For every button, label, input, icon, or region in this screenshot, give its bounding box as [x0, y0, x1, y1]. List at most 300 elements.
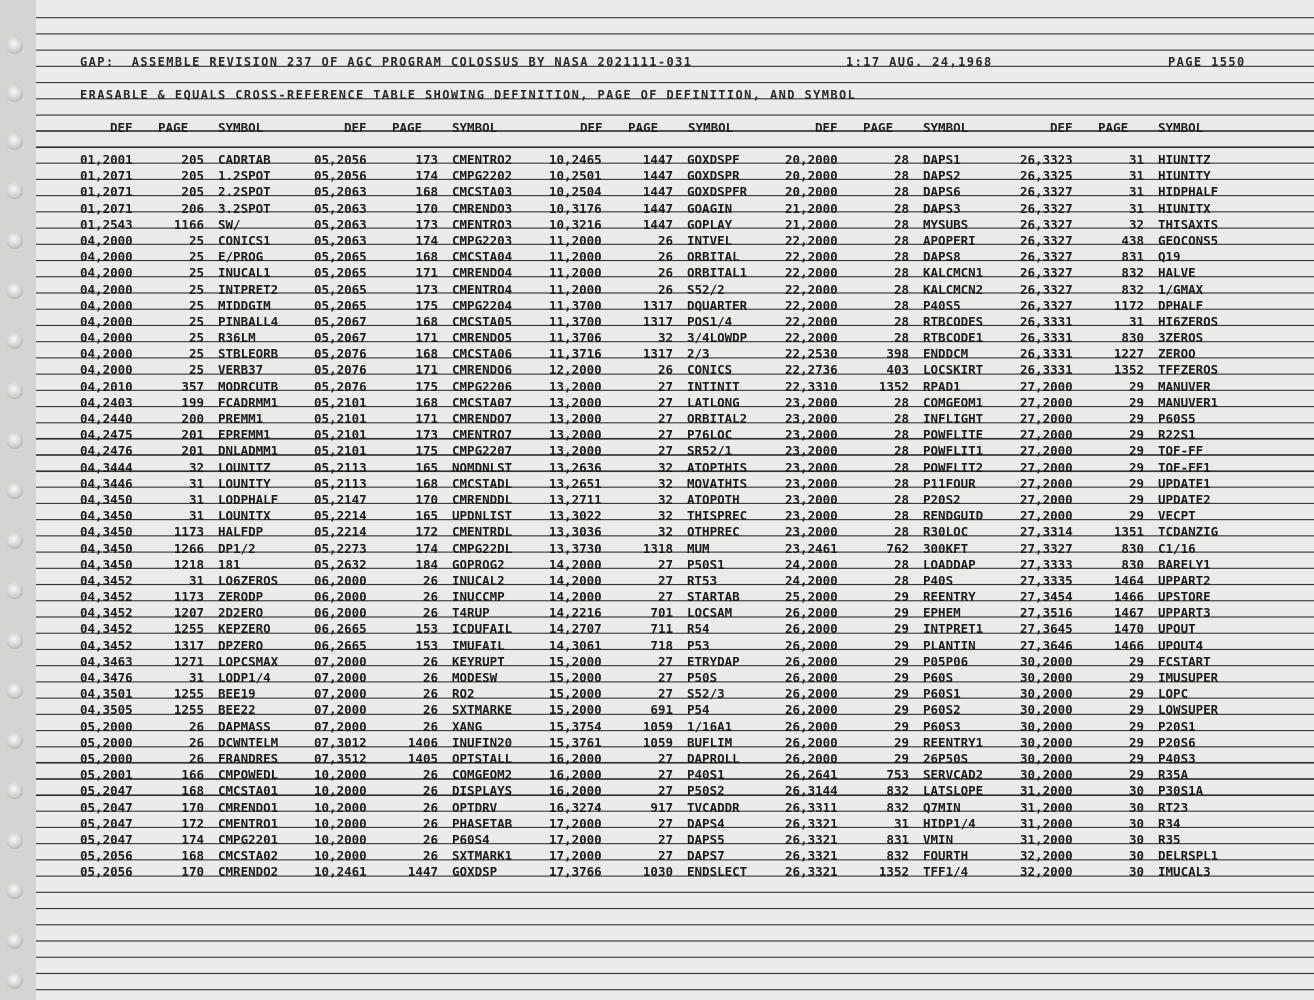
col-header-def: DEF — [580, 120, 603, 135]
def-value: 15,2000 — [549, 670, 602, 685]
symbol-name: INTINIT — [687, 378, 740, 394]
page-value: 153 — [415, 637, 438, 653]
symbol-name: EPHEM — [923, 605, 961, 621]
symbol-name: DAPS2 — [923, 168, 961, 184]
def-value: 22,2000 — [785, 265, 838, 281]
def-value: 01,2071 — [80, 168, 133, 184]
symbol-name: SR52/1 — [687, 443, 733, 459]
assembly-timestamp: 1:17 AUG. 24,1968 — [846, 55, 993, 69]
page-value: 27 — [657, 767, 673, 783]
symbol-name: ICDUFAIL — [452, 621, 513, 637]
page-value: 1447 — [642, 184, 673, 200]
def-value: 26,3327 — [1020, 232, 1073, 248]
def-value: 07,2000 — [314, 686, 367, 702]
def-value: 27,2000 — [1020, 459, 1073, 475]
page-value: 168 — [415, 184, 438, 200]
page-value: 832 — [886, 783, 909, 799]
def-value: 10,2461 — [314, 864, 367, 880]
table-title: ERASABLE & EQUALS CROSS-REFERENCE TABLE SHOWING DEFINITION, PAGE OF DEFINITION, AND SYMBOL — [80, 88, 857, 102]
symbol-name: HIUNITZ — [1158, 152, 1211, 167]
page-value: 200 — [181, 411, 204, 426]
def-value: 23,2000 — [785, 411, 838, 426]
symbol-name: POWFLITE — [923, 427, 984, 443]
symbol-name: LOUNITZ — [218, 459, 271, 475]
def-value: 04,3452 — [80, 637, 133, 653]
page-value: 32 — [657, 491, 673, 507]
def-value: 04,3444 — [80, 459, 133, 475]
def-value: 27,3516 — [1020, 605, 1073, 621]
def-value: 13,2651 — [549, 475, 602, 491]
symbol-name: TOF-FF — [1158, 443, 1204, 459]
symbol-name: FOURTH — [923, 848, 969, 864]
symbol-name: PHASETAB — [452, 815, 513, 831]
assembly-title: GAP: ASSEMBLE REVISION 237 OF AGC PROGRAM COLOSSUS BY NASA 2021111-031 — [80, 55, 693, 69]
def-value: 25,2000 — [785, 589, 838, 605]
def-value: 05,2047 — [80, 831, 133, 847]
symbol-name: MYSUBS — [923, 216, 969, 232]
page-value: 28 — [893, 427, 909, 443]
symbol-name: MIDDGIM — [218, 297, 271, 313]
symbol-name: POWFLIT2 — [923, 459, 984, 475]
symbol-name: DPZERO — [218, 637, 264, 653]
page-value: 26 — [657, 265, 673, 281]
page-value: 26 — [422, 799, 438, 815]
symbol-name: P60S3 — [923, 718, 961, 734]
def-value: 22,2000 — [785, 232, 838, 248]
page-value: 29 — [1128, 670, 1144, 685]
def-value: 21,2000 — [785, 216, 838, 232]
symbol-name: 26P50S — [923, 750, 969, 766]
page-value: 28 — [893, 313, 909, 329]
def-value: 14,2707 — [549, 621, 602, 637]
def-value: 04,2010 — [80, 378, 133, 394]
page-value: 25 — [188, 265, 204, 281]
col-header-symbol: SYMBOL — [923, 120, 969, 135]
symbol-name: UPDNLIST — [452, 508, 513, 524]
page-value: 1317 — [642, 297, 673, 313]
def-value: 06,2000 — [314, 572, 367, 588]
page-value: 31 — [893, 815, 909, 831]
def-value: 23,2000 — [785, 443, 838, 459]
page-value: 1059 — [642, 734, 673, 750]
def-value: 10,2000 — [314, 799, 367, 815]
symbol-name: RTBCODE1 — [923, 330, 984, 346]
symbol-name: Q7MIN — [923, 799, 961, 815]
def-value: 05,2056 — [80, 848, 133, 864]
symbol-name: CMPG2207 — [452, 443, 513, 459]
def-value: 05,2000 — [80, 734, 133, 750]
page-value: 165 — [415, 508, 438, 524]
page-value: 168 — [415, 249, 438, 265]
page-value: 1406 — [407, 734, 438, 750]
def-value: 16,3274 — [549, 799, 602, 815]
symbol-name: P20S2 — [923, 491, 961, 507]
symbol-name: ENDSLECT — [687, 864, 748, 880]
def-value: 11,3700 — [549, 313, 602, 329]
page-value: 31 — [1128, 168, 1144, 184]
page-value: 27 — [657, 556, 673, 572]
page-value: 26 — [422, 605, 438, 621]
def-value: 26,2000 — [785, 670, 838, 685]
def-value: 04,2000 — [80, 362, 133, 378]
page-value: 205 — [181, 152, 204, 167]
symbol-name: REENTRY — [923, 589, 976, 605]
def-value: 05,2065 — [314, 249, 367, 265]
symbol-name: 1.2SPOT — [218, 168, 271, 184]
def-value: 13,2000 — [549, 411, 602, 426]
page-value: 28 — [893, 459, 909, 475]
def-value: 04,3450 — [80, 556, 133, 572]
def-value: 22,2530 — [785, 346, 838, 362]
symbol-name: GOAGIN — [687, 200, 733, 216]
def-value: 26,3331 — [1020, 330, 1073, 346]
def-value: 22,3310 — [785, 378, 838, 394]
page-value: 173 — [415, 427, 438, 443]
page-value: 27 — [657, 653, 673, 669]
page-value: 830 — [1121, 556, 1144, 572]
page-value: 30 — [1128, 799, 1144, 815]
page-value: 26 — [422, 589, 438, 605]
page-value: 29 — [893, 734, 909, 750]
def-value: 13,3022 — [549, 508, 602, 524]
symbol-name: CMCSTADL — [452, 475, 513, 491]
def-value: 26,2641 — [785, 767, 838, 783]
page-value: 28 — [893, 184, 909, 200]
def-value: 15,2000 — [549, 653, 602, 669]
page-value: 1447 — [642, 168, 673, 184]
def-value: 05,2076 — [314, 378, 367, 394]
page-value: 1466 — [1113, 589, 1144, 605]
symbol-name: INUCAL1 — [218, 265, 271, 281]
def-value: 04,3452 — [80, 621, 133, 637]
symbol-name: TOF-FF1 — [1158, 459, 1211, 475]
symbol-name: INUCCMP — [452, 589, 505, 605]
page-value: 26 — [422, 815, 438, 831]
def-value: 10,3216 — [549, 216, 602, 232]
def-value: 26,2000 — [785, 702, 838, 718]
symbol-name: DAPS6 — [923, 184, 961, 200]
def-value: 04,3450 — [80, 491, 133, 507]
page-value: 762 — [886, 540, 909, 556]
def-value: 04,2440 — [80, 411, 133, 426]
symbol-name: APOPERI — [923, 232, 976, 248]
symbol-name: IMUFAIL — [452, 637, 505, 653]
def-value: 27,2000 — [1020, 394, 1073, 410]
page-value: 173 — [415, 216, 438, 232]
def-value: 23,2000 — [785, 427, 838, 443]
def-value: 26,3321 — [785, 864, 838, 880]
symbol-name: SW/ — [218, 216, 241, 232]
symbol-name: INUCAL2 — [452, 572, 505, 588]
page-value: 26 — [188, 750, 204, 766]
symbol-name: R34 — [1158, 815, 1181, 831]
def-value: 05,2063 — [314, 216, 367, 232]
def-value: 11,3706 — [549, 330, 602, 346]
symbol-name: INFLIGHT — [923, 411, 984, 426]
page-value: 438 — [1121, 232, 1144, 248]
def-value: 11,2000 — [549, 281, 602, 297]
page-value: 27 — [657, 848, 673, 864]
page-value: 28 — [893, 200, 909, 216]
symbol-name: 3.2SPOT — [218, 200, 271, 216]
page-value: 28 — [893, 249, 909, 265]
def-value: 30,2000 — [1020, 767, 1073, 783]
page-value: 26 — [422, 686, 438, 702]
page-value: 29 — [893, 718, 909, 734]
page-value: 1172 — [1113, 297, 1144, 313]
page-value: 28 — [893, 232, 909, 248]
symbol-name: CMCSTA05 — [452, 313, 513, 329]
page-value: 174 — [181, 831, 204, 847]
def-value: 26,3144 — [785, 783, 838, 799]
page-value: 171 — [415, 362, 438, 378]
def-value: 05,2076 — [314, 362, 367, 378]
symbol-name: MOVATHIS — [687, 475, 748, 491]
symbol-name: CMRENDO2 — [218, 864, 279, 880]
def-value: 22,2000 — [785, 249, 838, 265]
page-value: 832 — [1121, 265, 1144, 281]
col-header-def: DEF — [1050, 120, 1073, 135]
page-value: 1266 — [173, 540, 204, 556]
def-value: 31,2000 — [1020, 799, 1073, 815]
page-value: 31 — [1128, 313, 1144, 329]
symbol-name: KALCMCN2 — [923, 281, 984, 297]
symbol-name: UPDATE2 — [1158, 491, 1211, 507]
def-value: 26,3321 — [785, 815, 838, 831]
def-value: 22,2000 — [785, 297, 838, 313]
symbol-name: GOXDSPR — [687, 168, 740, 184]
symbol-name: ORBITAL — [687, 249, 740, 265]
page-value: 32 — [657, 330, 673, 346]
page-value: 28 — [893, 508, 909, 524]
page-value: 832 — [886, 848, 909, 864]
symbol-name: CMENTRO2 — [452, 152, 513, 167]
def-value: 04,2000 — [80, 313, 133, 329]
def-value: 05,2214 — [314, 524, 367, 540]
page-value: 170 — [181, 799, 204, 815]
page-value: 1464 — [1113, 572, 1144, 588]
def-value: 23,2000 — [785, 459, 838, 475]
def-value: 27,2000 — [1020, 508, 1073, 524]
symbol-name: CMRENDO1 — [218, 799, 279, 815]
page-value: 32 — [657, 459, 673, 475]
page-value: 26 — [422, 572, 438, 588]
def-value: 15,3761 — [549, 734, 602, 750]
def-value: 30,2000 — [1020, 670, 1073, 685]
symbol-name: BARELY1 — [1158, 556, 1211, 572]
symbol-name: OPTSTALL — [452, 750, 513, 766]
def-value: 27,2000 — [1020, 378, 1073, 394]
def-value: 04,3452 — [80, 589, 133, 605]
def-value: 14,2000 — [549, 589, 602, 605]
symbol-name: 181 — [218, 556, 241, 572]
def-value: 06,2000 — [314, 605, 367, 621]
def-value: 07,2000 — [314, 653, 367, 669]
def-value: 27,2000 — [1020, 411, 1073, 426]
symbol-name: CMENTRO4 — [452, 281, 513, 297]
symbol-name: DAPS7 — [687, 848, 725, 864]
symbol-name: CONICS — [687, 362, 733, 378]
page-value: 29 — [1128, 491, 1144, 507]
def-value: 26,3325 — [1020, 168, 1073, 184]
page-value: 168 — [415, 313, 438, 329]
symbol-name: BUFLIM — [687, 734, 733, 750]
page-value: 29 — [1128, 702, 1144, 718]
page-value: 27 — [657, 378, 673, 394]
page-value: 31 — [188, 475, 204, 491]
def-value: 23,2000 — [785, 508, 838, 524]
symbol-name: THISPREC — [687, 508, 748, 524]
symbol-name: HIUNITY — [1158, 168, 1211, 184]
def-value: 31,2000 — [1020, 815, 1073, 831]
symbol-name: INTPRET2 — [218, 281, 279, 297]
def-value: 27,3333 — [1020, 556, 1073, 572]
page-value: 1447 — [642, 152, 673, 167]
col-header-page: PAGE — [1098, 120, 1129, 135]
page-value: 199 — [181, 394, 204, 410]
page-value: 165 — [415, 459, 438, 475]
def-value: 10,2000 — [314, 848, 367, 864]
page-value: 25 — [188, 346, 204, 362]
symbol-name: MUM — [687, 540, 710, 556]
symbol-name: 2.2SPOT — [218, 184, 271, 200]
page-value: 31 — [1128, 184, 1144, 200]
def-value: 05,2113 — [314, 459, 367, 475]
page-value: 27 — [657, 411, 673, 426]
symbol-name: LOCSAM — [687, 605, 733, 621]
symbol-name: HIDPHALF — [1158, 184, 1219, 200]
def-value: 26,2000 — [785, 734, 838, 750]
symbol-name: SERVCAD2 — [923, 767, 984, 783]
page-value: 28 — [893, 297, 909, 313]
symbol-name: UPOUT — [1158, 621, 1196, 637]
page-value: 1255 — [173, 686, 204, 702]
symbol-name: COMGEOM2 — [452, 767, 513, 783]
page-value: 29 — [1128, 411, 1144, 426]
def-value: 14,2000 — [549, 556, 602, 572]
page-value: 1173 — [173, 589, 204, 605]
page-value: 831 — [1121, 249, 1144, 265]
symbol-name: DAPROLL — [687, 750, 740, 766]
symbol-name: KEPZERO — [218, 621, 271, 637]
symbol-name: TVCADDR — [687, 799, 740, 815]
page-value: 29 — [893, 670, 909, 685]
def-value: 26,2000 — [785, 686, 838, 702]
def-value: 05,2147 — [314, 491, 367, 507]
def-value: 04,2000 — [80, 232, 133, 248]
def-value: 04,2475 — [80, 427, 133, 443]
page-value: 184 — [415, 556, 438, 572]
symbol-name: LODPHALF — [218, 491, 279, 507]
def-value: 05,2063 — [314, 232, 367, 248]
def-value: 26,3327 — [1020, 249, 1073, 265]
symbol-name: GEOCONS5 — [1158, 232, 1219, 248]
page-value: 25 — [188, 297, 204, 313]
page-value: 173 — [415, 152, 438, 167]
symbol-name: XANG — [452, 718, 483, 734]
page-value: 28 — [893, 281, 909, 297]
symbol-name: P40S1 — [687, 767, 725, 783]
col-header-symbol: SYMBOL — [218, 120, 264, 135]
def-value: 07,2000 — [314, 718, 367, 734]
symbol-name: THISAXIS — [1158, 216, 1219, 232]
symbol-name: P60S5 — [1158, 411, 1196, 426]
page-value: 25 — [188, 362, 204, 378]
page-value: 1030 — [642, 864, 673, 880]
symbol-name: ORBITAL1 — [687, 265, 748, 281]
page-value: 31 — [1128, 152, 1144, 167]
page-value: 1470 — [1113, 621, 1144, 637]
symbol-name: P40S5 — [923, 297, 961, 313]
page-value: 29 — [1128, 750, 1144, 766]
def-value: 04,2000 — [80, 297, 133, 313]
page-value: 31 — [188, 508, 204, 524]
page-value: 1317 — [173, 637, 204, 653]
symbol-name: 3ZEROS — [1158, 330, 1204, 346]
page-value: 174 — [415, 540, 438, 556]
page-value: 691 — [650, 702, 673, 718]
symbol-name: ATOPTHIS — [687, 459, 748, 475]
symbol-name: CMCSTA01 — [218, 783, 279, 799]
def-value: 31,2000 — [1020, 783, 1073, 799]
symbol-name: CMRENDO3 — [452, 200, 513, 216]
def-value: 23,2000 — [785, 491, 838, 507]
symbol-name: EPREMM1 — [218, 427, 271, 443]
page-value: 27 — [657, 443, 673, 459]
symbol-name: FRANDRES — [218, 750, 279, 766]
def-value: 26,3321 — [785, 848, 838, 864]
symbol-name: P60S1 — [923, 686, 961, 702]
def-value: 24,2000 — [785, 572, 838, 588]
def-value: 23,2000 — [785, 475, 838, 491]
page-value: 31 — [188, 670, 204, 685]
def-value: 05,2101 — [314, 443, 367, 459]
symbol-name: POWFLIT1 — [923, 443, 984, 459]
def-value: 26,3331 — [1020, 313, 1073, 329]
page-value: 26 — [657, 232, 673, 248]
def-value: 15,2000 — [549, 702, 602, 718]
page-value: 174 — [415, 232, 438, 248]
page-value: 174 — [415, 168, 438, 184]
def-value: 26,3327 — [1020, 184, 1073, 200]
symbol-name: DELRSPL1 — [1158, 848, 1219, 864]
symbol-name: P60S4 — [452, 831, 490, 847]
symbol-name: CMENTRO1 — [218, 815, 279, 831]
page-value: 831 — [886, 831, 909, 847]
symbol-name: DAPS5 — [687, 831, 725, 847]
symbol-name: P60S2 — [923, 702, 961, 718]
def-value: 05,2067 — [314, 313, 367, 329]
page-value: 398 — [886, 346, 909, 362]
symbol-name: ENDDCM — [923, 346, 969, 362]
def-value: 13,2000 — [549, 378, 602, 394]
symbol-name: STBLEORB — [218, 346, 279, 362]
def-value: 26,3327 — [1020, 200, 1073, 216]
page-value: 171 — [415, 411, 438, 426]
symbol-name: CMCSTA02 — [218, 848, 279, 864]
def-value: 04,2403 — [80, 394, 133, 410]
def-value: 32,2000 — [1020, 848, 1073, 864]
def-value: 22,2000 — [785, 281, 838, 297]
page-value: 29 — [1128, 427, 1144, 443]
page-value: 27 — [657, 783, 673, 799]
page-value: 27 — [657, 572, 673, 588]
page-value: 29 — [1128, 459, 1144, 475]
page-value: 1447 — [642, 216, 673, 232]
symbol-name: LOWSUPER — [1158, 702, 1219, 718]
page-value: 832 — [886, 799, 909, 815]
page-value: 28 — [893, 411, 909, 426]
